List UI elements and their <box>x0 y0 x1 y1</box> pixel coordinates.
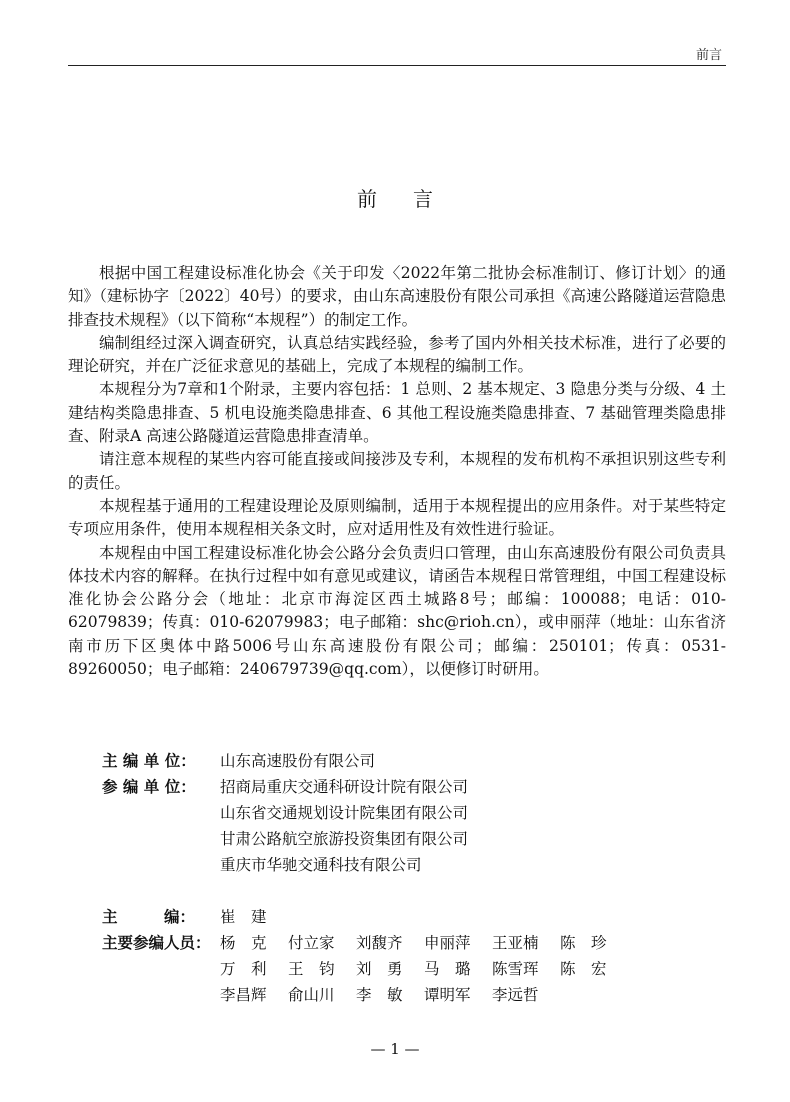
participant-name: 付立家 <box>288 934 335 952</box>
participants-label: 主要参编人员： <box>102 934 211 952</box>
participant-name: 陈 宏 <box>560 960 607 978</box>
participants-row <box>102 930 702 1008</box>
paragraph: 本规程分为7章和1个附录，主要内容包括：1 总则、2 基本规定、3 隐患分类与分级、4 土建结构类隐患排查、5 机电设施类隐患排查、6 其他工程设施类隐患排查、7 基础管理类隐患排查、附录A 高速公路隧道运营隐患排查清单。 <box>68 380 726 446</box>
people-block <box>102 904 702 1008</box>
page-title: 前言 <box>357 187 469 211</box>
participant-name: 李远哲 <box>492 986 539 1004</box>
participant-name: 刘 勇 <box>356 960 403 978</box>
body-text <box>68 262 726 681</box>
participants-names <box>220 930 702 1008</box>
participant-name: 刘馥齐 <box>356 934 403 952</box>
participant-name: 王亚楠 <box>492 934 539 952</box>
page-number: — 1 — <box>370 1040 420 1058</box>
paragraph: 本规程基于通用的工程建设理论及原则编制，适用于本规程提出的应用条件。对于某些特定专项应用条件，使用本规程相关条文时，应对适用性及有效性进行验证。 <box>68 496 726 539</box>
header-rule <box>68 65 726 66</box>
participant-name: 陈雪珲 <box>492 960 539 978</box>
participant-name: 万 利 <box>220 960 267 978</box>
units-block <box>102 748 702 878</box>
paragraph: 根据中国工程建设标准化协会《关于印发〈2022年第二批协会标准制订、修订计划〉的通知》（建标协字〔2022〕40号）的要求，由山东高速股份有限公司承担《高速公路隧道运营隐患排查技术规程》（以下简称“本规程”）的制定工作。 <box>68 264 726 329</box>
participating-unit: 招商局重庆交通科研设计院有限公司 <box>220 778 469 796</box>
participating-units-label: 参 编 单 位： <box>102 778 196 796</box>
paragraph: 本规程由中国工程建设标准化协会公路分会负责归口管理，由山东高速股份有限公司负责具体技术内容的解释。在执行过程中如有意见或建议，请函告本规程日常管理组，中国工程建设标准化协会公路分会（地址：北京市海淀区西土城路8号；邮编：100088；电话：010-62079839；传真：010-62079983；电子邮箱：shc@rioh.cn），或申丽萍（地址：山东省济南市历下区奥体中路5006号山东高速股份有限公司；邮编：250101；传真：0531-89260050；电子邮箱：240679739@qq.com），以便修订时研用。 <box>68 543 726 679</box>
chief-unit-value: 山东高速股份有限公司 <box>220 752 376 770</box>
participant-name: 俞山川 <box>288 986 335 1004</box>
running-head: 前言 <box>695 48 722 63</box>
participant-name: 申丽萍 <box>424 934 471 952</box>
participant-name: 王 钧 <box>288 960 335 978</box>
participant-name: 李昌辉 <box>220 986 267 1004</box>
chief-editor-row <box>102 904 702 930</box>
participant-name: 马 璐 <box>424 960 471 978</box>
participant-name: 李 敏 <box>356 986 403 1004</box>
participant-name: 杨 克 <box>220 934 267 952</box>
participating-unit: 山东省交通规划设计院集团有限公司 <box>220 804 469 822</box>
participant-name <box>628 930 696 956</box>
participating-unit: 重庆市华驰交通科技有限公司 <box>220 856 422 874</box>
chief-editor-name: 崔 建 <box>220 908 267 926</box>
participant-name: 谭明军 <box>424 986 471 1004</box>
paragraph: 编制组经过深入调查研究，认真总结实践经验，参考了国内外相关技术标准，进行了必要的理论研究，并在广泛征求意见的基础上，完成了本规程的编制工作。 <box>68 333 726 376</box>
chief-unit-row <box>102 748 702 774</box>
paragraph: 请注意本规程的某些内容可能直接或间接涉及专利，本规程的发布机构不承担识别这些专利的责任。 <box>68 450 726 492</box>
participant-name <box>628 956 696 982</box>
chief-editor-label: 主 编： <box>102 908 196 926</box>
participating-units-row <box>102 774 702 878</box>
chief-unit-label: 主 编 单 位： <box>102 752 196 770</box>
participating-unit: 甘肃公路航空旅游投资集团有限公司 <box>220 830 469 848</box>
participant-name: 陈 珍 <box>560 934 607 952</box>
